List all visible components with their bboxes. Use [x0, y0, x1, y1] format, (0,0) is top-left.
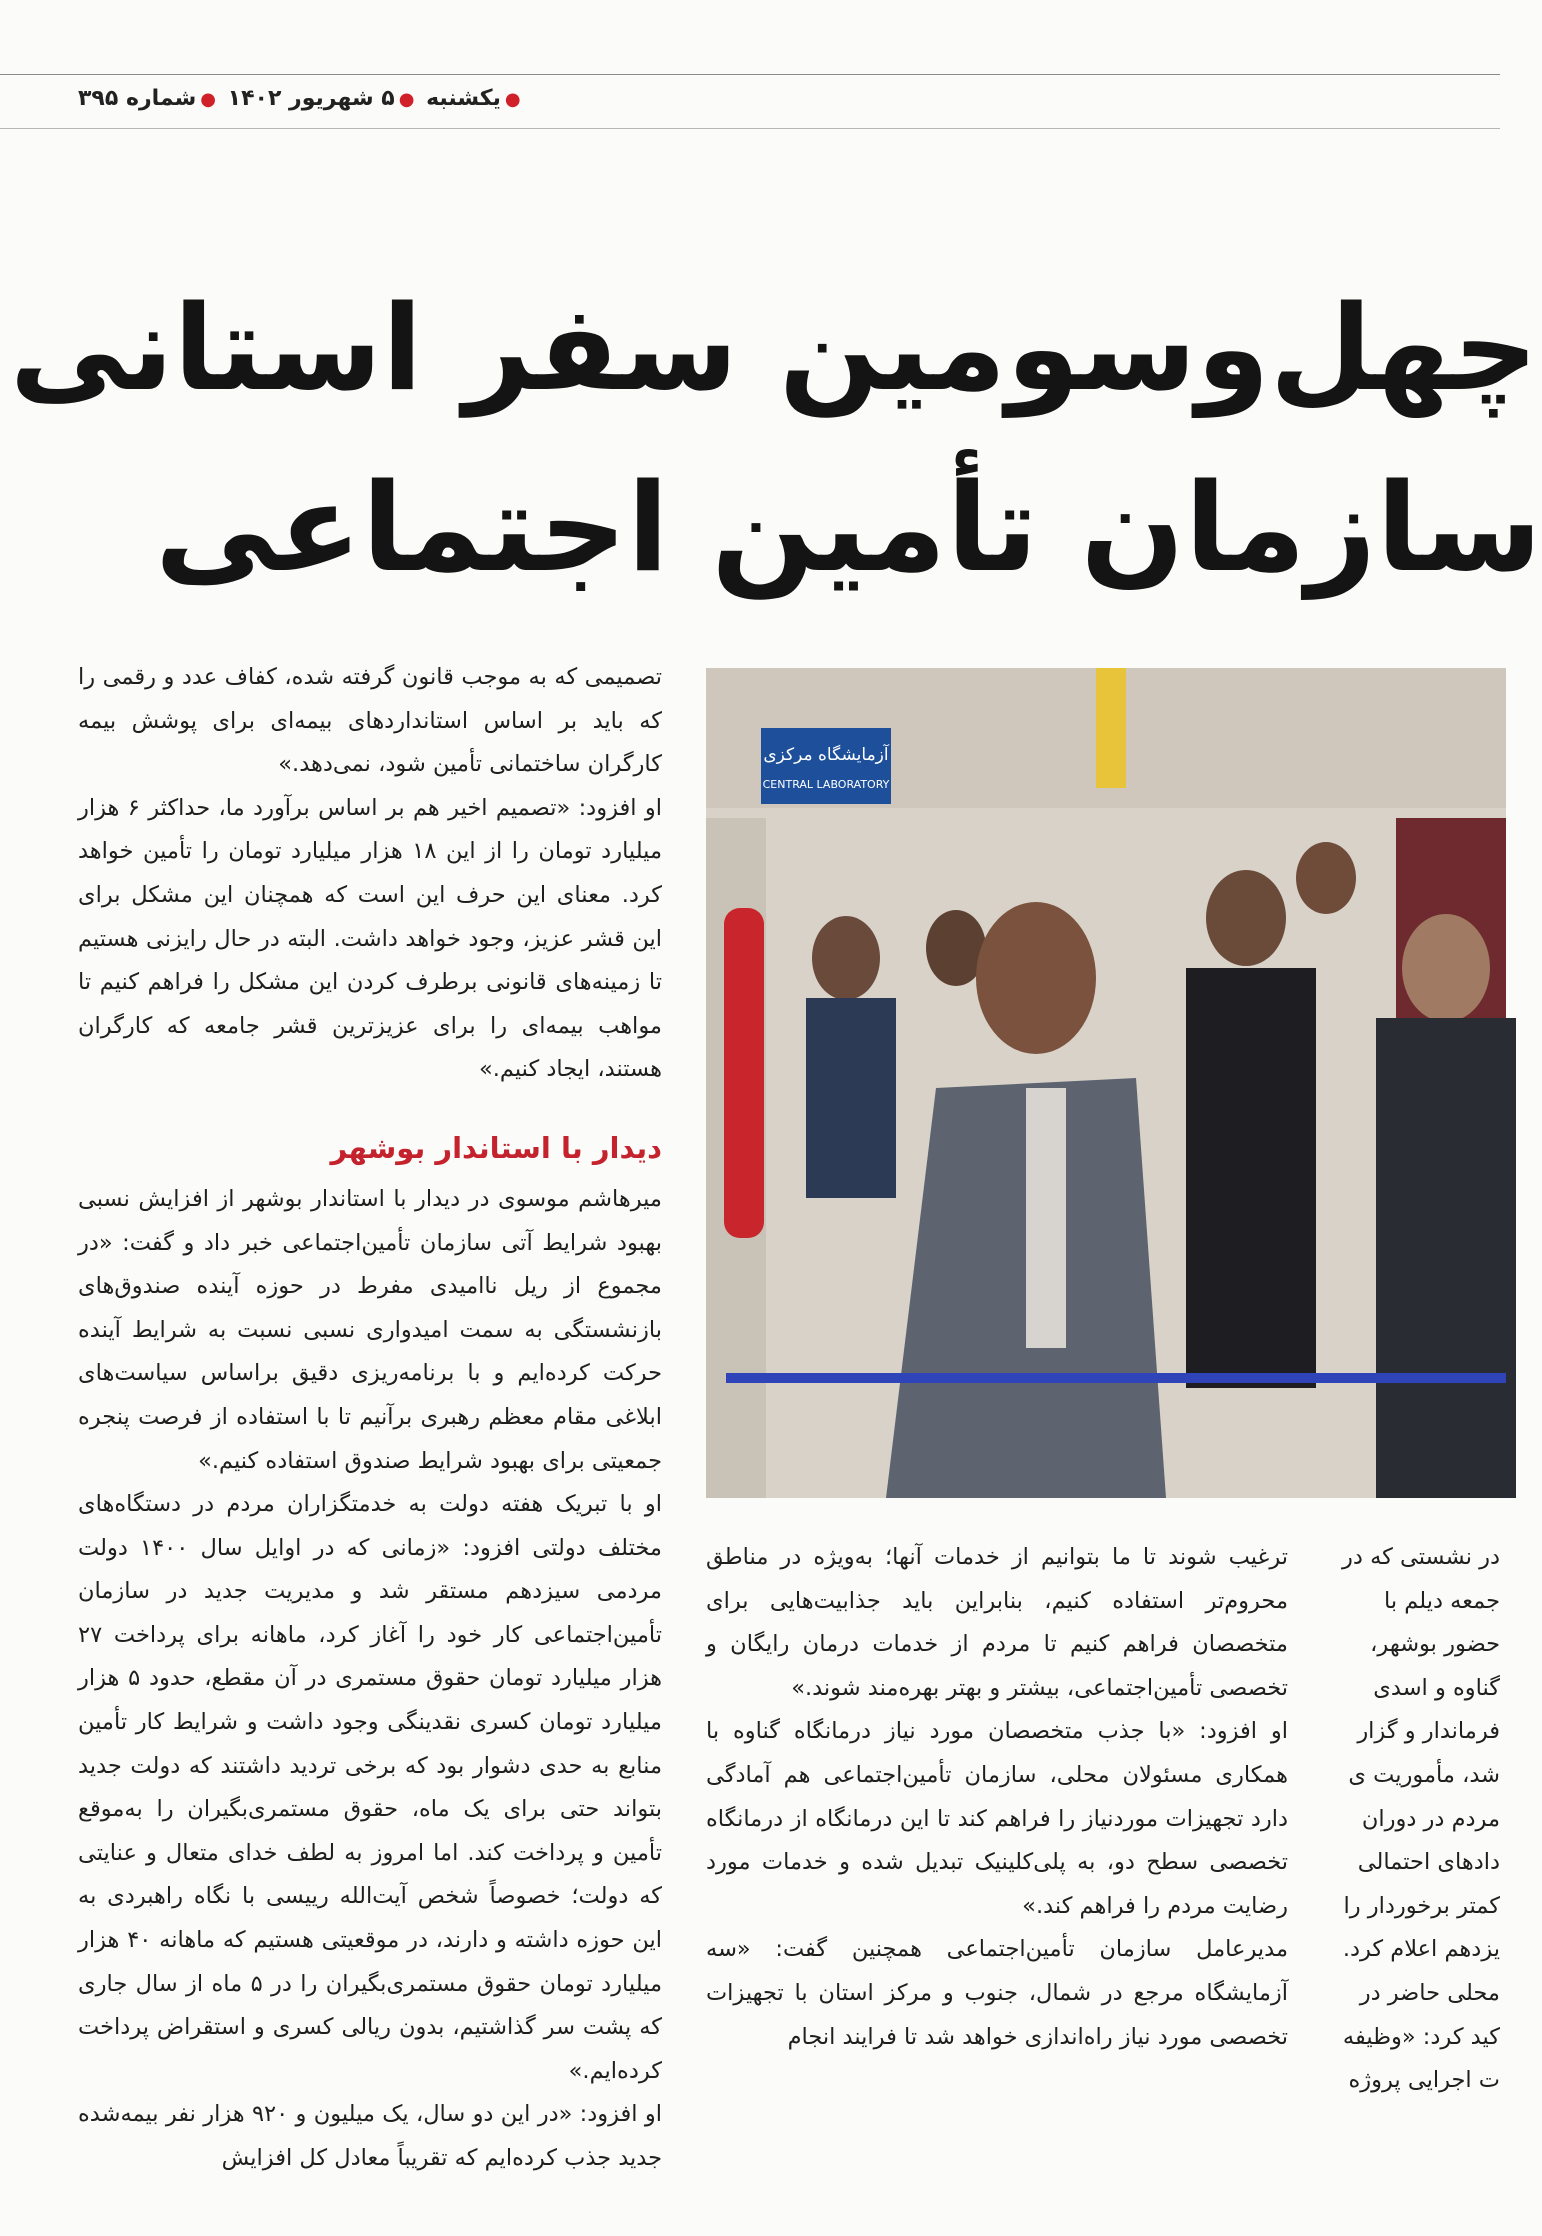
left-paragraph-4: او با تبریک هفته دولت به خدمتگزاران مردم در دستگاه‌های مختلف دولتی افزود: «زمانی که در اوایل سال ۱۴۰۰ دولت مردمی سیزدهم مستقر شد و مدیریت جدید در سازمان تأمین‌اجتماعی کار خود را آغاز کرد، ماهانه برای پرداخت ۲۷ هزار میلیارد تومان حقوق مستمری در آن مقطع، حدود ۵ هزار میلیارد تومان کسری نقدینگی وجود داشت و شرایط کار تأمین منابع به حدی دشوار بود که برخی تردید داشتند که دولت جدید بتواند حتی برای یک ماه، حقوق مستمری‌بگیران را به‌موقع تأمین و پرداخت کند. اما امروز به لطف خدای متعال و عنایتی که دولت؛ خصوصاً شخص آیت‌الله رییسی با نگاه راهبردی به این حوزه داشته و دارند، در موقعیتی هستیم که ماهانه ۴۰ هزار میلیارد تومان حقوق مستمری‌بگیران را در ۵ ماه از سال جاری که پشت سر گذاشتیم، بدون ریالی کسری و استقراض پرداخت کرده‌ایم.»: [78, 1491, 662, 2084]
issue-dateline: [78, 86, 525, 111]
fire-extinguisher: [724, 908, 764, 1238]
left-paragraph-3: میرهاشم موسوی در دیدار با استاندار بوشهر از افزایش نسبی بهبود شرایط آتی سازمان تأمین‌اجتماعی خبر داد و گفت: «در مجموع از ریل ناامیدی مفرط در حوزه آینده صندوق‌های بازنشستگی به سمت امیدواری نسبی نسبت به شرایط آینده حرکت کرده‌ایم و با برنامه‌ریزی دقیق براساس سیاست‌های ابلاغی مقام معظم رهبری برآنیم تا با استفاده از فرصت پنجره جمعیتی برای بهبود شرایط صندوق استفاده کنیم.»: [78, 1185, 662, 1474]
issue-number: شماره ۳۹۵: [78, 86, 197, 111]
middle-paragraph-2: او افزود: «با جذب متخصصان مورد نیاز درمانگاه گناوه با همکاری مسئولان محلی، سازمان تأمین‌اجتماعی هم آمادگی دارد تجهیزات موردنیاز را فراهم کند تا این درمانگاه از درمانگاه تخصصی سطح دو، به پلی‌کلینیک تبدیل شده و خدمات مورد رضایت مردم را فراهم کند.»: [706, 1718, 1288, 1919]
headline-line-2: سازمان تأمین اجتماعی: [154, 457, 1542, 599]
blue-ribbon: [726, 1373, 1506, 1383]
headline-line-1: چهل‌وسومین سفر استانی: [9, 279, 1538, 417]
lab-sign-en: CENTRAL LABORATORY: [762, 778, 890, 791]
article-column-middle: [706, 1536, 1288, 2096]
lab-sign: [761, 728, 891, 804]
issue-day: یکشنبه: [426, 86, 501, 111]
bullet-dot-icon: ●: [200, 89, 216, 110]
header-bottom-rule: [0, 128, 1500, 129]
subheading-bushehr: دیدار با استاندار بوشهر: [330, 1130, 662, 1165]
right-paragraph-1: در نشستی که در جمعه دیلم با حضور بوشهر، گناوه و اسدی فرماندار و گزار شد، مأموریت ی مردم در دوران دادهای احتمالی کمتر برخوردار را یزدهم اعلام کرد. محلی حاضر در کید کرد: «وظیفه ت اجرایی پروژه: [1342, 1544, 1500, 2094]
article-column-left: [78, 656, 662, 2236]
issue-date: ۵ شهریور ۱۴۰۲: [227, 86, 395, 111]
photo-illustration: [706, 668, 1506, 1498]
bullet-dot-icon: ●: [504, 89, 521, 110]
middle-paragraph-1: ترغیب شوند تا ما بتوانیم از خدمات آنها؛ به‌ویژه در مناطق محروم‌تر استفاده کنیم، بنابراین باید جذابیت‌هایی برای متخصصان فراهم کنیم تا مردم از خدمات درمان رایگان و تخصصی تأمین‌اجتماعی، بیشتر و بهتر بهره‌مند شوند.»: [706, 1544, 1288, 1701]
left-paragraph-2: او افزود: «تصمیم اخیر هم بر اساس برآورد ما، حداکثر ۶ هزار میلیارد تومان را از این ۱۸ هزار میلیارد تومان را تأمین خواهد کرد. معنای این حرف این است که همچنان این مشکل برای این قشر عزیز، وجود خواهد داشت. البته در حال رایزنی هستیم تا زمینه‌های قانونی برطرف کردن این مشکل را فراهم کنیم تا مواهب بیمه‌ای را برای عزیزترین قشر جامعه که کارگران هستند، ایجاد کنیم.»: [78, 794, 662, 1083]
article-column-right-cropped: [1330, 1536, 1500, 2094]
lab-sign-fa: آزمایشگاه مرکزی: [763, 745, 889, 765]
left-paragraph-5: او افزود: «در این دو سال، یک میلیون و ۹۲۰ هزار نفر بیمه‌شده جدید جذب کرده‌ایم که تقریباً معادل کل افزایش: [78, 2101, 662, 2171]
header-top-rule: [0, 74, 1500, 75]
ribbon-cutting-photo: [706, 668, 1506, 1498]
left-paragraph-1: تصمیمی که به موجب قانون گرفته شده، کفاف عدد و رقمی را که باید بر اساس استانداردهای بیمه‌ای برای پوشش بیمه کارگران ساختمانی تأمین شود، نمی‌دهد.»: [78, 664, 662, 778]
middle-paragraph-3: مدیرعامل سازمان تأمین‌اجتماعی همچنین گفت: «سه آزمایشگاه مرجع در شمال، جنوب و مرکز استان با تجهیزات تخصصی مورد نیاز راه‌اندازی خواهد شد تا فرایند انجام: [706, 1936, 1288, 2050]
bullet-dot-icon: ●: [398, 89, 415, 110]
